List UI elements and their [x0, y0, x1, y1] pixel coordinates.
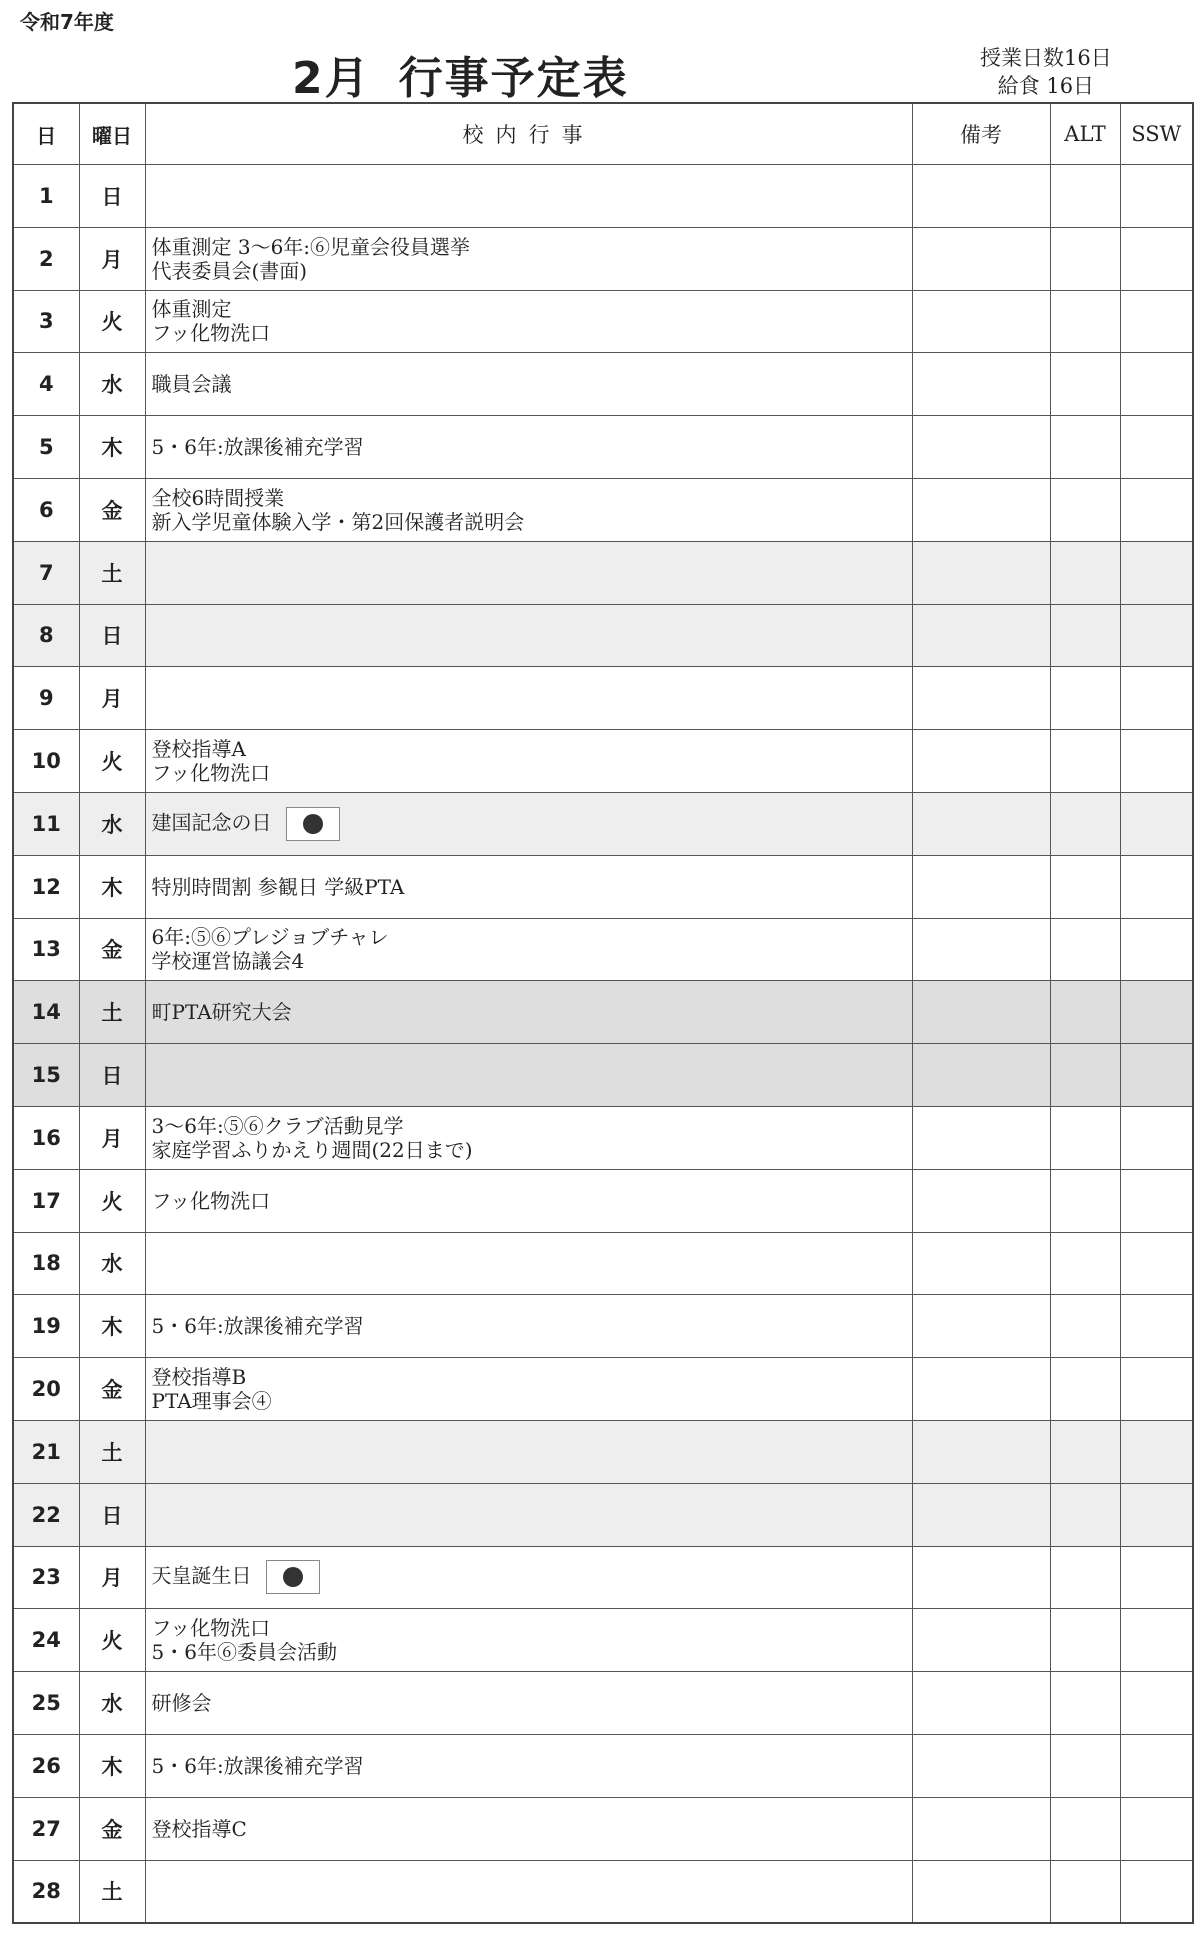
table-row — [13, 478, 1193, 541]
events-cell — [145, 1546, 912, 1609]
japan-flag-icon — [266, 1560, 320, 1594]
alt-cell — [1050, 981, 1120, 1044]
table-row — [13, 1169, 1193, 1232]
weekday-cell: 日 — [79, 1483, 145, 1546]
day-cell: 10 — [13, 730, 79, 793]
event-text: 3〜6年:⑤⑥クラブ活動見学 — [151, 1113, 404, 1138]
ssw-cell — [1120, 1169, 1193, 1232]
event-text: 5・6年:放課後補充学習 — [151, 1314, 364, 1339]
table-row — [13, 1797, 1193, 1860]
table-row — [13, 353, 1193, 416]
notes-cell — [912, 1483, 1050, 1546]
ssw-cell — [1120, 1232, 1193, 1295]
weekday-cell: 日 — [79, 165, 145, 228]
event-text: 研修会 — [151, 1691, 212, 1716]
ssw-cell — [1120, 290, 1193, 353]
notes-cell — [912, 478, 1050, 541]
ssw-cell — [1120, 1672, 1193, 1735]
weekday-cell: 土 — [79, 541, 145, 604]
events-cell — [145, 667, 912, 730]
event-text: 代表委員会(書面) — [151, 258, 308, 283]
class-days-count: 授業日数16日 — [980, 46, 1112, 70]
ssw-cell — [1120, 855, 1193, 918]
events-cell — [145, 478, 912, 541]
alt-cell — [1050, 792, 1120, 855]
events-cell — [145, 165, 912, 228]
weekday-cell: 金 — [79, 478, 145, 541]
events-cell — [145, 1609, 912, 1672]
ssw-cell — [1120, 1044, 1193, 1107]
alt-cell — [1050, 1546, 1120, 1609]
events-cell — [145, 730, 912, 793]
events-cell — [145, 1860, 912, 1923]
alt-cell — [1050, 165, 1120, 228]
day-cell: 3 — [13, 290, 79, 353]
weekday-cell: 金 — [79, 1358, 145, 1421]
alt-cell — [1050, 1860, 1120, 1923]
alt-cell — [1050, 416, 1120, 479]
events-cell — [145, 290, 912, 353]
weekday-cell: 火 — [79, 730, 145, 793]
alt-cell — [1050, 604, 1120, 667]
day-cell: 25 — [13, 1672, 79, 1735]
ssw-cell — [1120, 981, 1193, 1044]
alt-cell — [1050, 1420, 1120, 1483]
weekday-cell: 土 — [79, 1420, 145, 1483]
event-text: 体重測定 3〜6年:⑥児童会役員選挙 — [151, 234, 471, 259]
day-cell: 22 — [13, 1483, 79, 1546]
day-cell: 15 — [13, 1044, 79, 1107]
ssw-cell — [1120, 792, 1193, 855]
table-row — [13, 730, 1193, 793]
weekday-cell: 木 — [79, 416, 145, 479]
header-events: 校内行事 — [145, 103, 912, 165]
table-row — [13, 227, 1193, 290]
notes-cell — [912, 667, 1050, 730]
weekday-cell: 水 — [79, 1232, 145, 1295]
day-cell: 1 — [13, 165, 79, 228]
ssw-cell — [1120, 1483, 1193, 1546]
notes-cell — [912, 1420, 1050, 1483]
event-text: 登校指導B — [151, 1365, 247, 1390]
alt-cell — [1050, 1483, 1120, 1546]
events-cell — [145, 1295, 912, 1358]
flag-disc — [283, 1567, 303, 1587]
summary-stats — [980, 44, 1112, 100]
alt-cell — [1050, 290, 1120, 353]
event-text: 建国記念の日 — [151, 810, 272, 835]
table-row — [13, 855, 1193, 918]
weekday-cell: 土 — [79, 1860, 145, 1923]
day-cell: 19 — [13, 1295, 79, 1358]
ssw-cell — [1120, 1609, 1193, 1672]
events-cell — [145, 1483, 912, 1546]
notes-cell — [912, 541, 1050, 604]
ssw-cell — [1120, 667, 1193, 730]
event-text: 登校指導C — [151, 1816, 247, 1841]
fiscal-year-label: 令和7年度 — [20, 10, 114, 34]
alt-cell — [1050, 541, 1120, 604]
alt-cell — [1050, 353, 1120, 416]
notes-cell — [912, 1044, 1050, 1107]
day-cell: 13 — [13, 918, 79, 981]
event-text: 学校運営協議会4 — [151, 949, 305, 974]
notes-cell — [912, 1734, 1050, 1797]
events-cell — [145, 1169, 912, 1232]
events-cell — [145, 1734, 912, 1797]
weekday-cell: 土 — [79, 981, 145, 1044]
table-row — [13, 165, 1193, 228]
weekday-cell: 水 — [79, 792, 145, 855]
day-cell: 11 — [13, 792, 79, 855]
ssw-cell — [1120, 1797, 1193, 1860]
table-row — [13, 1672, 1193, 1735]
events-cell — [145, 416, 912, 479]
notes-cell — [912, 1609, 1050, 1672]
event-text: 特別時間割 参観日 学級PTA — [151, 874, 405, 899]
table-header-row — [13, 103, 1193, 165]
table-row — [13, 290, 1193, 353]
table-row — [13, 792, 1193, 855]
table-row — [13, 1734, 1193, 1797]
ssw-cell — [1120, 604, 1193, 667]
table-row — [13, 1044, 1193, 1107]
ssw-cell — [1120, 1420, 1193, 1483]
weekday-cell: 木 — [79, 1734, 145, 1797]
alt-cell — [1050, 1106, 1120, 1169]
events-cell — [145, 792, 912, 855]
ssw-cell — [1120, 353, 1193, 416]
table-row — [13, 1546, 1193, 1609]
day-cell: 27 — [13, 1797, 79, 1860]
header-notes: 備考 — [912, 103, 1050, 165]
event-text: 全校6時間授業 — [151, 485, 285, 510]
events-cell — [145, 353, 912, 416]
day-cell: 9 — [13, 667, 79, 730]
alt-cell — [1050, 855, 1120, 918]
event-text: 5・6年⑥委員会活動 — [151, 1640, 337, 1665]
notes-cell — [912, 1797, 1050, 1860]
notes-cell — [912, 290, 1050, 353]
notes-cell — [912, 1106, 1050, 1169]
table-row — [13, 1860, 1193, 1923]
alt-cell — [1050, 1797, 1120, 1860]
table-row — [13, 1232, 1193, 1295]
day-cell: 8 — [13, 604, 79, 667]
notes-cell — [912, 1358, 1050, 1421]
weekday-cell: 火 — [79, 290, 145, 353]
table-row — [13, 981, 1193, 1044]
event-text: フッ化物洗口 — [151, 1188, 271, 1213]
alt-cell — [1050, 478, 1120, 541]
event-text: 町PTA研究大会 — [151, 1000, 292, 1025]
weekday-cell: 水 — [79, 1672, 145, 1735]
weekday-cell: 火 — [79, 1169, 145, 1232]
ssw-cell — [1120, 1295, 1193, 1358]
events-cell — [145, 1232, 912, 1295]
japan-flag-icon — [286, 807, 340, 841]
weekday-cell: 水 — [79, 353, 145, 416]
weekday-cell: 月 — [79, 1106, 145, 1169]
notes-cell — [912, 1169, 1050, 1232]
weekday-cell: 金 — [79, 1797, 145, 1860]
events-cell — [145, 981, 912, 1044]
day-cell: 17 — [13, 1169, 79, 1232]
event-text: 家庭学習ふりかえり週間(22日まで) — [151, 1137, 473, 1162]
events-cell — [145, 855, 912, 918]
event-text: 体重測定 — [151, 297, 232, 322]
notes-cell — [912, 1546, 1050, 1609]
notes-cell — [912, 1295, 1050, 1358]
schedule-table — [12, 102, 1194, 1924]
notes-cell — [912, 353, 1050, 416]
table-row — [13, 1295, 1193, 1358]
table-row — [13, 918, 1193, 981]
events-cell — [145, 1358, 912, 1421]
day-cell: 7 — [13, 541, 79, 604]
notes-cell — [912, 1860, 1050, 1923]
table-row — [13, 541, 1193, 604]
title-month: 2月 — [292, 53, 371, 104]
notes-cell — [912, 1672, 1050, 1735]
events-cell — [145, 1797, 912, 1860]
event-text: フッ化物洗口 — [151, 1616, 271, 1641]
day-cell: 23 — [13, 1546, 79, 1609]
events-cell — [145, 1106, 912, 1169]
alt-cell — [1050, 667, 1120, 730]
events-cell — [145, 1672, 912, 1735]
table-row — [13, 1609, 1193, 1672]
weekday-cell: 月 — [79, 227, 145, 290]
ssw-cell — [1120, 416, 1193, 479]
alt-cell — [1050, 1232, 1120, 1295]
event-text: 新入学児童体験入学・第2回保護者説明会 — [151, 509, 525, 534]
events-cell — [145, 227, 912, 290]
alt-cell — [1050, 1044, 1120, 1107]
table-row — [13, 1483, 1193, 1546]
event-text: 天皇誕生日 — [151, 1563, 252, 1588]
ssw-cell — [1120, 918, 1193, 981]
day-cell: 21 — [13, 1420, 79, 1483]
title-text: 行事予定表 — [398, 53, 629, 104]
ssw-cell — [1120, 1734, 1193, 1797]
event-text: 5・6年:放課後補充学習 — [151, 435, 364, 460]
table-row — [13, 1420, 1193, 1483]
weekday-cell: 月 — [79, 1546, 145, 1609]
day-cell: 12 — [13, 855, 79, 918]
day-cell: 2 — [13, 227, 79, 290]
ssw-cell — [1120, 165, 1193, 228]
notes-cell — [912, 918, 1050, 981]
ssw-cell — [1120, 541, 1193, 604]
page-title — [292, 42, 629, 106]
event-text: 職員会議 — [151, 372, 232, 397]
notes-cell — [912, 227, 1050, 290]
event-text: 5・6年:放課後補充学習 — [151, 1753, 364, 1778]
table-row — [13, 416, 1193, 479]
ssw-cell — [1120, 478, 1193, 541]
lunch-days-count: 給食 16日 — [997, 74, 1095, 98]
alt-cell — [1050, 1169, 1120, 1232]
notes-cell — [912, 604, 1050, 667]
header-ssw: SSW — [1120, 103, 1193, 165]
ssw-cell — [1120, 1106, 1193, 1169]
header-day: 日 — [13, 103, 79, 165]
notes-cell — [912, 792, 1050, 855]
day-cell: 24 — [13, 1609, 79, 1672]
alt-cell — [1050, 918, 1120, 981]
event-text: 6年:⑤⑥プレジョブチャレ — [151, 925, 389, 950]
flag-disc — [303, 814, 323, 834]
weekday-cell: 日 — [79, 1044, 145, 1107]
day-cell: 6 — [13, 478, 79, 541]
event-text: フッ化物洗口 — [151, 761, 271, 786]
event-text: 登校指導A — [151, 737, 246, 762]
day-cell: 28 — [13, 1860, 79, 1923]
ssw-cell — [1120, 1860, 1193, 1923]
ssw-cell — [1120, 227, 1193, 290]
ssw-cell — [1120, 730, 1193, 793]
day-cell: 4 — [13, 353, 79, 416]
weekday-cell: 木 — [79, 855, 145, 918]
notes-cell — [912, 165, 1050, 228]
alt-cell — [1050, 1609, 1120, 1672]
alt-cell — [1050, 227, 1120, 290]
weekday-cell: 金 — [79, 918, 145, 981]
notes-cell — [912, 416, 1050, 479]
events-cell — [145, 918, 912, 981]
alt-cell — [1050, 1672, 1120, 1735]
day-cell: 14 — [13, 981, 79, 1044]
notes-cell — [912, 730, 1050, 793]
day-cell: 26 — [13, 1734, 79, 1797]
events-cell — [145, 1420, 912, 1483]
weekday-cell: 日 — [79, 604, 145, 667]
table-row — [13, 1358, 1193, 1421]
table-row — [13, 604, 1193, 667]
header-weekday: 曜日 — [79, 103, 145, 165]
alt-cell — [1050, 1358, 1120, 1421]
header-alt: ALT — [1050, 103, 1120, 165]
alt-cell — [1050, 730, 1120, 793]
day-cell: 16 — [13, 1106, 79, 1169]
alt-cell — [1050, 1295, 1120, 1358]
weekday-cell: 火 — [79, 1609, 145, 1672]
alt-cell — [1050, 1734, 1120, 1797]
ssw-cell — [1120, 1358, 1193, 1421]
notes-cell — [912, 855, 1050, 918]
day-cell: 5 — [13, 416, 79, 479]
table-row — [13, 1106, 1193, 1169]
notes-cell — [912, 981, 1050, 1044]
weekday-cell: 木 — [79, 1295, 145, 1358]
ssw-cell — [1120, 1546, 1193, 1609]
day-cell: 20 — [13, 1358, 79, 1421]
day-cell: 18 — [13, 1232, 79, 1295]
event-text: フッ化物洗口 — [151, 321, 271, 346]
notes-cell — [912, 1232, 1050, 1295]
events-cell — [145, 541, 912, 604]
events-cell — [145, 604, 912, 667]
weekday-cell: 月 — [79, 667, 145, 730]
events-cell — [145, 1044, 912, 1107]
table-row — [13, 667, 1193, 730]
event-text: PTA理事会④ — [151, 1389, 272, 1414]
